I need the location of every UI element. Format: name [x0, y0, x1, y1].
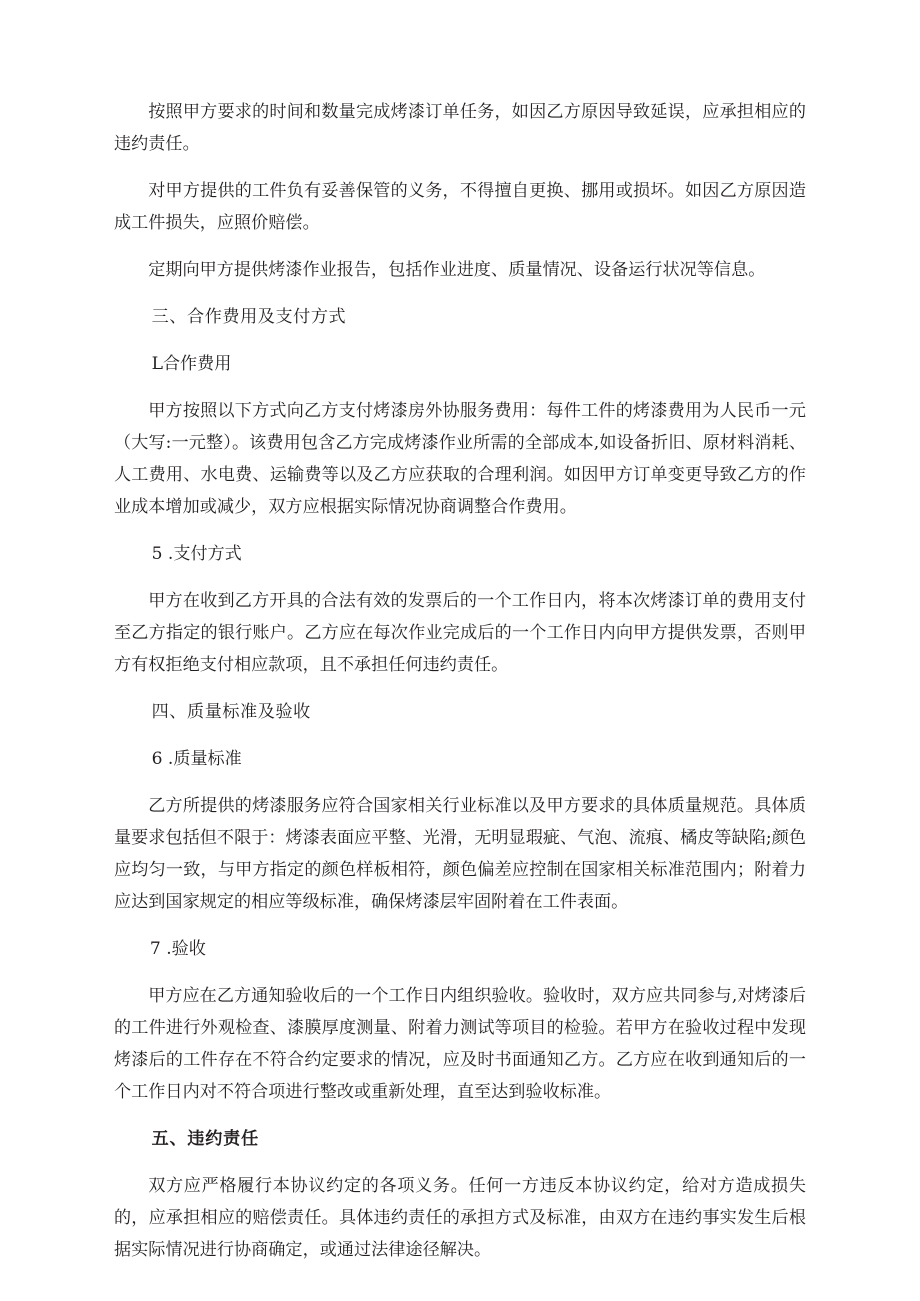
- section-heading-breach-liability: 五、违约责任: [151, 1129, 259, 1149]
- contract-clause-paragraph: 对甲方提供的工件负有妥善保管的义务，不得擅自更换、挪用或损坏。如因乙方原因造成工件损失，应照价赔偿。: [114, 181, 806, 233]
- contract-clause-paragraph: 甲方按照以下方式向乙方支付烤漆房外协服务费用：每件工件的烤漆费用为人民币一元（大写:一元整）。该费用包含乙方完成烤漆作业所需的全部成本,如设备折旧、原材料消耗、人工费用、水电费、运输费等以及乙方应获取的合理利润。如因甲方订单变更导致乙方的作业成本增加或减少，双方应根据实际情况协商调整合作费用。: [114, 401, 806, 517]
- contract-clause-paragraph: 甲方在收到乙方开具的合法有效的发票后的一个工作日内，将本次烤漆订单的费用支付至乙方指定的银行账户。乙方应在每次作业完成后的一个工作日内向甲方提供发票，否则甲方有权拒绝支付相应款项，且不承担任何违约责任。: [114, 591, 806, 675]
- subsection-heading-quality-standard: 6 .质量标准: [151, 749, 242, 769]
- contract-clause-paragraph: 甲方应在乙方通知验收后的一个工作日内组织验收。验收时，双方应共同参与,对烤漆后的工件进行外观检查、漆膜厚度测量、附着力测试等项目的检验。若甲方在验收过程中发现烤漆后的工件存在不符合约定要求的情况，应及时书面通知乙方。乙方应在收到通知后的一个工作日内对不符合项进行整改或重新处理，直至达到验收标准。: [114, 986, 806, 1102]
- contract-clause-paragraph: 按照甲方要求的时间和数量完成烤漆订单任务，如因乙方原因导致延误，应承担相应的违约责任。: [114, 102, 806, 154]
- contract-clause-paragraph: 双方应严格履行本协议约定的各项义务。任何一方违反本协议约定，给对方造成损失的，应承担相应的赔偿责任。具体违约责任的承担方式及标准，由双方在违约事实发生后根据实际情况进行协商确定，或通过法律途径解决。: [114, 1176, 806, 1260]
- contract-clause-paragraph: 乙方所提供的烤漆服务应符合国家相关行业标准以及甲方要求的具体质量规范。具体质量要求包括但不限于：烤漆表面应平整、光滑，无明显瑕疵、气泡、流痕、橘皮等缺陷;颜色应均匀一致，与甲方指定的颜色样板相符，颜色偏差应控制在国家相关标准范围内；附着力应达到国家规定的相应等级标准，确保烤漆层牢固附着在工件表面。: [114, 796, 806, 912]
- document-text-body: [114, 96, 806, 1266]
- subsection-heading-payment-method: 5 .支付方式: [151, 544, 242, 564]
- section-heading-quality-and-acceptance: 四、质量标准及验收: [151, 702, 311, 722]
- subsection-heading-acceptance: 7 .验收: [149, 939, 206, 959]
- subsection-heading-cooperation-fee: L合作费用: [151, 354, 232, 374]
- section-heading-fees-and-payment: 三、合作费用及支付方式: [151, 307, 347, 327]
- contract-clause-paragraph: 定期向甲方提供烤漆作业报告，包括作业进度、质量情况、设备运行状况等信息。: [148, 260, 766, 280]
